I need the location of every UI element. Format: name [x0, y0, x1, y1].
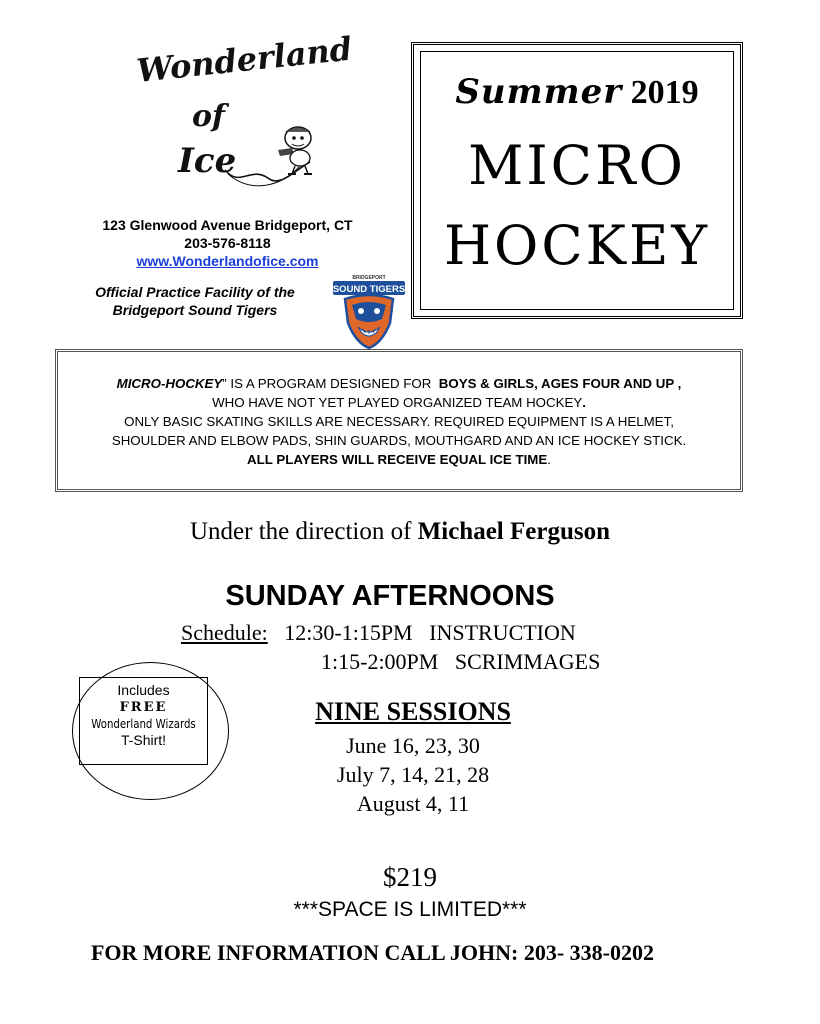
desc-line5: ALL PLAYERS WILL RECEIVE EQUAL ICE TIME. — [247, 452, 551, 467]
skating-mascot-icon — [278, 127, 312, 174]
promo-line4: T-Shirt! — [120, 732, 167, 748]
promo-line3: Wonderland Wizards — [91, 717, 196, 731]
direction-line — [0, 518, 800, 546]
desc-line3: ONLY BASIC SKATING SKILLS ARE NECESSARY. REQUIRED EQUIPMENT IS A HELMET, — [124, 414, 674, 429]
schedule-row2: 1:15-2:00PM SCRIMMAGES — [321, 649, 601, 674]
official-facility-note — [60, 283, 330, 319]
tigers-logo-top: BRIDGEPORT — [352, 275, 386, 281]
sessions-title: NINE SESSIONS — [315, 697, 511, 726]
program-description — [62, 374, 736, 469]
director-name: Michael Ferguson — [417, 518, 611, 545]
space-limited-note: ***SPACE IS LIMITED*** — [293, 898, 527, 921]
promo-line1: Includes — [117, 682, 170, 698]
official-line2: Bridgeport Sound Tigers — [112, 302, 278, 318]
session-dates-july: July 7, 14, 21, 28 — [336, 762, 490, 787]
wonderland-of-ice-logo — [130, 29, 354, 208]
desc-line1 — [62, 374, 736, 393]
logo-line2: of — [192, 99, 225, 134]
desc-line4: SHOULDER AND ELBOW PADS, SHIN GUARDS, MOUTHGARD AND AN ICE HOCKEY STICK. — [111, 433, 687, 448]
desc-ages: BOYS & GIRLS, AGES FOUR AND UP , — [438, 376, 682, 391]
sound-tigers-logo — [330, 273, 408, 351]
desc-line2: WHO HAVE NOT YET PLAYED ORGANIZED TEAM HOCKEY. — [212, 395, 586, 410]
session-dates-june: June 16, 23, 30 — [346, 733, 480, 758]
schedule-row1: Schedule: 12:30-1:15PM INSTRUCTION — [181, 620, 576, 645]
official-line1: Official Practice Facility of the — [95, 284, 295, 300]
direction-prefix: Under the direction of — [189, 518, 412, 545]
logo-line1: Wonderland — [134, 29, 354, 90]
desc-line1-middle: ” IS A PROGRAM DESIGNED FOR — [222, 376, 432, 391]
day-heading: SUNDAY AFTERNOONS — [225, 580, 555, 612]
venue-website-link[interactable]: www.Wonderlandofice.com — [136, 253, 319, 269]
venue-info — [40, 216, 415, 270]
schedule-label: Schedule: — [181, 620, 268, 645]
venue-phone: 203-576-8118 — [184, 235, 271, 251]
program-title-box — [411, 42, 743, 319]
contact-line: FOR MORE INFORMATION CALL JOHN: 203- 338-0202 — [90, 940, 655, 965]
promo-line2: FREE — [119, 700, 168, 715]
title-inner-frame — [420, 51, 734, 310]
tigers-logo-banner: SOUND TIGERS — [332, 284, 406, 295]
schedule — [181, 618, 600, 676]
promo-box — [79, 677, 208, 765]
desc-program-name: MICRO-HOCKEY — [116, 376, 223, 391]
price: $219 — [383, 862, 437, 892]
session-dates-august: August 4, 11 — [356, 791, 470, 816]
season-word: Summer — [455, 72, 623, 112]
season-line — [421, 72, 733, 112]
program-description-box — [55, 349, 743, 492]
title-hockey: HOCKEY — [443, 214, 711, 277]
logo-line3: Ice — [178, 141, 237, 181]
venue-address: 123 Glenwood Avenue Bridgeport, CT — [102, 217, 353, 233]
season-year: 2019 — [630, 74, 699, 111]
sessions-dates — [233, 731, 593, 818]
title-micro: MICRO — [468, 134, 686, 197]
